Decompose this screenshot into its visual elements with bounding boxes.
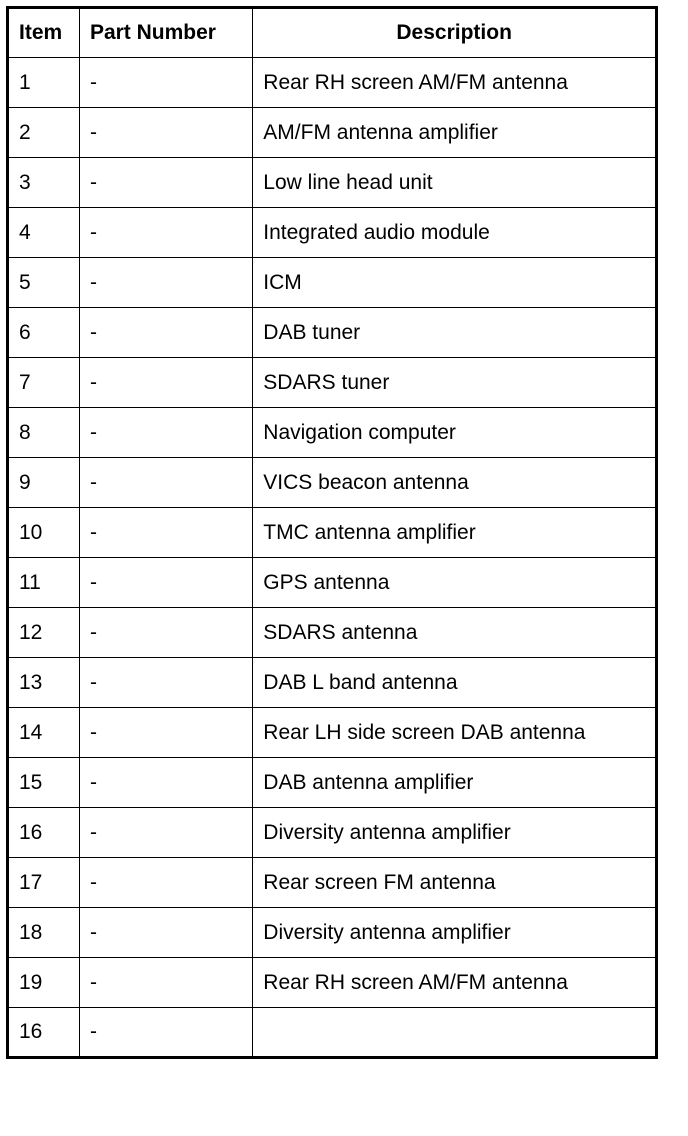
- cell-item: 6: [8, 308, 80, 358]
- cell-part-number: -: [79, 458, 252, 508]
- table-row: [8, 108, 657, 158]
- cell-part-number: -: [79, 608, 252, 658]
- cell-item: 8: [8, 408, 80, 458]
- table-row: [8, 858, 657, 908]
- cell-description: Integrated audio module: [253, 208, 657, 258]
- cell-item: 1: [8, 58, 80, 108]
- cell-item: 7: [8, 358, 80, 408]
- cell-item: 16: [8, 1008, 80, 1058]
- table-row: [8, 58, 657, 108]
- table-row: [8, 808, 657, 858]
- cell-description: DAB L band antenna: [253, 658, 657, 708]
- cell-item: 9: [8, 458, 80, 508]
- table-row: [8, 908, 657, 958]
- cell-description: [253, 1008, 657, 1058]
- table-row: [8, 658, 657, 708]
- table-row: [8, 758, 657, 808]
- cell-description: VICS beacon antenna: [253, 458, 657, 508]
- table-row: [8, 958, 657, 1008]
- cell-item: 4: [8, 208, 80, 258]
- table-row: [8, 1008, 657, 1058]
- cell-part-number: -: [79, 258, 252, 308]
- cell-description: GPS antenna: [253, 558, 657, 608]
- cell-description: Rear LH side screen DAB antenna: [253, 708, 657, 758]
- cell-description: ICM: [253, 258, 657, 308]
- table-row: [8, 458, 657, 508]
- cell-item: 12: [8, 608, 80, 658]
- cell-description: DAB tuner: [253, 308, 657, 358]
- cell-item: 15: [8, 758, 80, 808]
- table-row: [8, 508, 657, 558]
- header-item: Item: [8, 8, 80, 58]
- cell-description: SDARS tuner: [253, 358, 657, 408]
- table-row: [8, 258, 657, 308]
- cell-description: Low line head unit: [253, 158, 657, 208]
- cell-item: 18: [8, 908, 80, 958]
- cell-item: 3: [8, 158, 80, 208]
- table-row: [8, 708, 657, 758]
- cell-part-number: -: [79, 1008, 252, 1058]
- cell-part-number: -: [79, 758, 252, 808]
- cell-part-number: -: [79, 408, 252, 458]
- cell-part-number: -: [79, 808, 252, 858]
- cell-description: Navigation computer: [253, 408, 657, 458]
- cell-description: Diversity antenna amplifier: [253, 908, 657, 958]
- cell-item: 14: [8, 708, 80, 758]
- cell-part-number: -: [79, 558, 252, 608]
- cell-part-number: -: [79, 658, 252, 708]
- cell-description: SDARS antenna: [253, 608, 657, 658]
- parts-table: [6, 6, 658, 1059]
- cell-item: 16: [8, 808, 80, 858]
- cell-item: 17: [8, 858, 80, 908]
- cell-item: 19: [8, 958, 80, 1008]
- table-row: [8, 608, 657, 658]
- cell-item: 13: [8, 658, 80, 708]
- cell-item: 11: [8, 558, 80, 608]
- table-header-row: [8, 8, 657, 58]
- header-part-number: Part Number: [79, 8, 252, 58]
- table-row: [8, 158, 657, 208]
- cell-part-number: -: [79, 358, 252, 408]
- table-row: [8, 208, 657, 258]
- cell-part-number: -: [79, 158, 252, 208]
- header-description: Description: [253, 8, 657, 58]
- cell-part-number: -: [79, 108, 252, 158]
- cell-description: AM/FM antenna amplifier: [253, 108, 657, 158]
- cell-part-number: -: [79, 508, 252, 558]
- cell-part-number: -: [79, 708, 252, 758]
- cell-item: 2: [8, 108, 80, 158]
- cell-description: Diversity antenna amplifier: [253, 808, 657, 858]
- cell-description: Rear screen FM antenna: [253, 858, 657, 908]
- cell-part-number: -: [79, 908, 252, 958]
- cell-description: Rear RH screen AM/FM antenna: [253, 958, 657, 1008]
- table-row: [8, 308, 657, 358]
- cell-description: Rear RH screen AM/FM antenna: [253, 58, 657, 108]
- cell-part-number: -: [79, 208, 252, 258]
- table-row: [8, 358, 657, 408]
- table-row: [8, 558, 657, 608]
- table-row: [8, 408, 657, 458]
- cell-part-number: -: [79, 58, 252, 108]
- cell-part-number: -: [79, 858, 252, 908]
- cell-part-number: -: [79, 958, 252, 1008]
- cell-description: DAB antenna amplifier: [253, 758, 657, 808]
- cell-item: 5: [8, 258, 80, 308]
- cell-item: 10: [8, 508, 80, 558]
- cell-description: TMC antenna amplifier: [253, 508, 657, 558]
- cell-part-number: -: [79, 308, 252, 358]
